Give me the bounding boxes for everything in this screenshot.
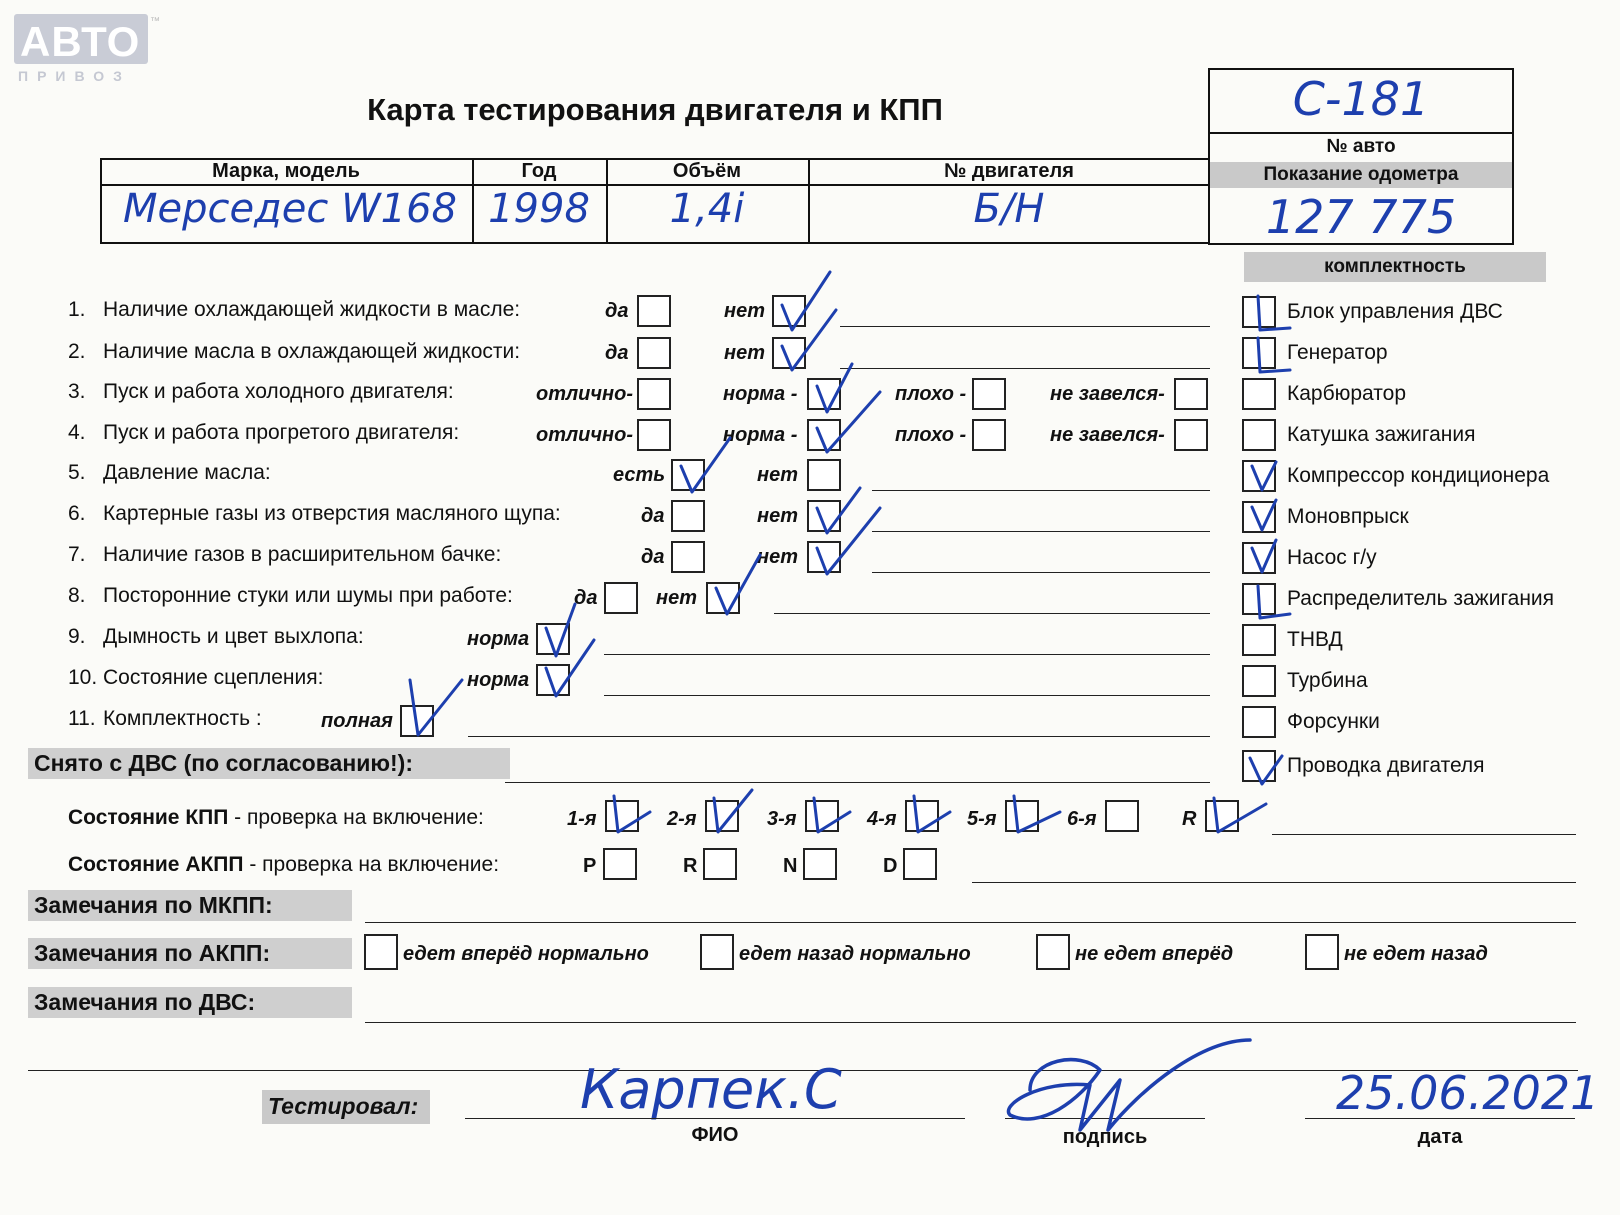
check-row-4-opt-excellent: отлично-: [536, 424, 634, 446]
check-row-10-normal-checkbox[interactable]: [536, 664, 570, 696]
check-row-9-opt-normal: норма: [467, 628, 530, 650]
completeness-item-11: Форсунки: [1287, 710, 1380, 733]
completeness-checkbox-8[interactable]: [1242, 583, 1276, 615]
completeness-item-4: Катушка зажигания: [1287, 423, 1476, 446]
check-row-1-label: Наличие охлаждающей жидкости в масле:: [103, 298, 521, 321]
completeness-item-8: Распределитель зажигания: [1287, 587, 1555, 610]
completeness-checkbox-2[interactable]: [1242, 337, 1276, 369]
akpp-backward-normal-label: едет назад нормально: [739, 943, 971, 965]
completeness-item-1: Блок управления ДВС: [1287, 300, 1503, 323]
check-row-10-opt-normal: норма: [467, 669, 530, 691]
check-row-9-num: 9.: [68, 625, 86, 648]
check-row-4-opt-bad: плохо -: [895, 424, 967, 446]
kpp-gear-6-checkbox[interactable]: [1105, 800, 1139, 832]
completeness-checkbox-6[interactable]: [1242, 501, 1276, 533]
check-row-3-opt-normal: норма -: [723, 383, 798, 405]
odometer-value: 127 775: [1265, 190, 1457, 244]
fio-line: [465, 1118, 965, 1119]
akpp-label-bold: Состояние АКПП: [68, 853, 244, 876]
check-row-3-num: 3.: [68, 380, 86, 403]
date-value: 25.06.2021: [1336, 1066, 1600, 1120]
akpp-gear-p-label: P: [583, 855, 597, 877]
completeness-checkbox-12[interactable]: [1242, 750, 1276, 782]
header-col-year: Год: [521, 160, 557, 182]
check-row-8-num: 8.: [68, 584, 86, 607]
model-value: Мерседес W168: [123, 186, 457, 232]
logo-tm: ™: [150, 16, 160, 27]
check-row-8-no-checkbox[interactable]: [706, 582, 740, 614]
check-row-7-yes-checkbox[interactable]: [671, 541, 705, 573]
check-row-4-normal-checkbox[interactable]: [807, 419, 841, 451]
date-line: [1305, 1118, 1575, 1119]
check-row-2-opt-no: нет: [724, 342, 765, 364]
kpp-label-rest: - проверка на включение:: [228, 806, 484, 829]
check-row-3-label: Пуск и работа холодного двигателя:: [103, 380, 454, 403]
date-label: дата: [1417, 1126, 1463, 1148]
completeness-checkbox-4[interactable]: [1242, 419, 1276, 451]
kpp-gear-6-label: 6-я: [1067, 808, 1097, 830]
completeness-checkbox-10[interactable]: [1242, 665, 1276, 697]
logo-sub-text: ПРИВОЗ: [18, 68, 131, 84]
akpp-line: [972, 882, 1576, 883]
check-row-11-num: 11.: [68, 707, 96, 730]
akpp-no-forward-label: не едет вперёд: [1075, 943, 1234, 965]
check-row-2-no-checkbox[interactable]: [772, 337, 806, 369]
check-row-6-no-checkbox[interactable]: [807, 500, 841, 532]
check-row-11-line: [468, 736, 1210, 737]
akpp-forward-normal-label: едет вперёд нормально: [403, 943, 649, 965]
check-row-1-yes-checkbox[interactable]: [637, 295, 671, 327]
check-row-2-line: [840, 368, 1210, 369]
check-row-5-yes-checkbox[interactable]: [671, 459, 705, 491]
check-row-4-opt-normal: норма -: [723, 424, 798, 446]
kpp-gear-r-checkbox[interactable]: [1205, 800, 1239, 832]
akpp-gear-r-checkbox[interactable]: [703, 848, 737, 880]
check-row-6-yes-checkbox[interactable]: [671, 500, 705, 532]
check-row-7-opt-no: нет: [757, 546, 798, 568]
akpp-gear-d-label: D: [883, 855, 898, 877]
kpp-gear-3-checkbox[interactable]: [805, 800, 839, 832]
check-row-1-num: 1.: [68, 298, 86, 321]
completeness-item-5: Компрессор кондиционера: [1287, 464, 1550, 487]
akpp-no-forward-checkbox[interactable]: [1036, 934, 1070, 970]
check-row-2-num: 2.: [68, 340, 86, 363]
auto-number-value: C-181: [1292, 72, 1430, 126]
year-value: 1998: [488, 186, 590, 232]
akpp-forward-normal-checkbox[interactable]: [364, 934, 398, 970]
akpp-label: [68, 853, 499, 877]
remarks-dvs-line: [365, 1022, 1576, 1023]
check-row-4-excellent-checkbox[interactable]: [637, 419, 671, 451]
check-row-3-normal-checkbox[interactable]: [807, 378, 841, 410]
check-row-5-no-checkbox[interactable]: [807, 459, 841, 491]
akpp-gear-n-label: N: [783, 855, 798, 877]
kpp-gear-1-checkbox[interactable]: [605, 800, 639, 832]
header-col-volume: Объём: [672, 160, 742, 182]
completeness-item-10: Турбина: [1287, 669, 1368, 692]
remarks-dvs-label: Замечания по ДВС:: [28, 987, 352, 1018]
check-row-6-line: [872, 531, 1210, 532]
check-row-6-opt-yes: да: [641, 505, 665, 527]
akpp-gear-r-label: R: [683, 855, 698, 877]
logo-main-text: АВТО: [20, 18, 141, 65]
completeness-item-6: Моновпрыск: [1287, 505, 1409, 528]
check-row-11-opt-full: полная: [321, 710, 393, 732]
kpp-gear-1-label: 1-я: [567, 808, 597, 830]
header-col-engine-no: № двигателя: [944, 160, 1074, 182]
check-row-7-opt-yes: да: [641, 546, 665, 568]
check-row-5-opt-yes: есть: [613, 464, 666, 486]
logo: [14, 14, 160, 84]
check-row-1-opt-yes: да: [605, 300, 629, 322]
kpp-gear-2-label: 2-я: [667, 808, 697, 830]
kpp-gear-2-checkbox[interactable]: [705, 800, 739, 832]
header-col-model: Марка, модель: [212, 160, 360, 182]
akpp-no-backward-checkbox[interactable]: [1305, 934, 1339, 970]
completeness-item-12: Проводка двигателя: [1287, 754, 1485, 777]
kpp-gear-4-label: 4-я: [867, 808, 897, 830]
volume-value: 1,4i: [669, 186, 745, 232]
check-row-9-label: Дымность и цвет выхлопа:: [103, 625, 364, 648]
check-row-7-num: 7.: [68, 543, 86, 566]
check-row-4-num: 4.: [68, 421, 86, 444]
check-row-10-line: [604, 695, 1210, 696]
check-row-9-line: [604, 654, 1210, 655]
engine-no-value: Б/Н: [973, 186, 1045, 232]
check-row-7-line: [872, 572, 1210, 573]
check-row-2-opt-yes: да: [605, 342, 629, 364]
auto-info-divider: [1208, 132, 1514, 134]
completeness-checkbox-7[interactable]: [1242, 542, 1276, 574]
check-row-5-label: Давление масла:: [103, 461, 271, 484]
signature-scribble: [1008, 1040, 1250, 1130]
kpp-label-bold: Состояние КПП: [68, 806, 229, 829]
check-row-6-num: 6.: [68, 502, 86, 525]
check-row-6-label: Картерные газы из отверстия масляного щупа:: [103, 502, 561, 525]
auto-number-label: № авто: [1326, 136, 1396, 157]
tested-label: Тестировал:: [268, 1093, 419, 1119]
fio-label: ФИО: [691, 1124, 739, 1146]
odometer-label: Показание одометра: [1210, 162, 1512, 188]
akpp-gear-d-checkbox[interactable]: [903, 848, 937, 880]
check-row-3-bad-checkbox[interactable]: [972, 378, 1006, 410]
check-row-1-opt-no: нет: [724, 300, 765, 322]
completeness-checkbox-5[interactable]: [1242, 460, 1276, 492]
check-row-10-num: 10.: [68, 666, 98, 689]
check-row-8-line: [774, 613, 1210, 614]
check-row-4-opt-not-started: не завелся-: [1050, 424, 1165, 446]
check-row-8-label: Посторонние стуки или шумы при работе:: [103, 584, 513, 607]
completeness-checkbox-9[interactable]: [1242, 624, 1276, 656]
remarks-akpp-label: Замечания по АКПП:: [28, 938, 352, 969]
check-row-1-no-checkbox[interactable]: [772, 295, 806, 327]
check-row-3-opt-excellent: отлично-: [536, 383, 634, 405]
remarks-mkpp-line: [365, 922, 1576, 923]
check-row-8-yes-checkbox[interactable]: [604, 582, 638, 614]
removed-line: [505, 782, 1210, 783]
check-row-8-opt-yes: да: [574, 587, 598, 609]
check-row-4-bad-checkbox[interactable]: [972, 419, 1006, 451]
tester-name-value: Карпек.С: [580, 1058, 842, 1121]
check-row-7-no-checkbox[interactable]: [807, 541, 841, 573]
akpp-label-rest: - проверка на включение:: [243, 853, 500, 876]
check-row-2-yes-checkbox[interactable]: [637, 337, 671, 369]
check-row-11-full-checkbox[interactable]: [400, 705, 434, 737]
check-row-2-label: Наличие масла в охлаждающей жидкости:: [103, 340, 521, 363]
akpp-no-backward-label: не едет назад: [1344, 943, 1488, 965]
check-row-5-num: 5.: [68, 461, 86, 484]
kpp-gear-4-checkbox[interactable]: [905, 800, 939, 832]
completeness-item-7: Насос г/у: [1287, 546, 1377, 569]
akpp-gear-p-checkbox[interactable]: [603, 848, 637, 880]
removed-label: Снято с ДВС (по согласованию!):: [28, 748, 510, 779]
kpp-line: [1272, 834, 1576, 835]
check-row-4-not-started-checkbox[interactable]: [1174, 419, 1208, 451]
completeness-item-2: Генератор: [1287, 341, 1388, 364]
check-row-10-label: Состояние сцепления:: [103, 666, 324, 689]
kpp-gear-5-checkbox[interactable]: [1005, 800, 1039, 832]
signature-label: подпись: [1062, 1126, 1148, 1148]
check-row-3-opt-not-started: не завелся-: [1050, 383, 1165, 405]
signature-line: [1005, 1118, 1205, 1119]
completeness-checkbox-1[interactable]: [1242, 296, 1276, 328]
check-row-7-label: Наличие газов в расширительном бачке:: [103, 543, 502, 566]
akpp-backward-normal-checkbox[interactable]: [700, 934, 734, 970]
completeness-item-3: Карбюратор: [1287, 382, 1407, 405]
kpp-gear-5-label: 5-я: [967, 808, 997, 830]
check-row-4-label: Пуск и работа прогретого двигателя:: [103, 421, 460, 444]
check-row-8-opt-no: нет: [656, 587, 697, 609]
check-row-3-opt-bad: плохо -: [895, 383, 967, 405]
check-row-5-opt-no: нет: [757, 464, 798, 486]
completeness-checkbox-3[interactable]: [1242, 378, 1276, 410]
remarks-mkpp-label: Замечания по МКПП:: [28, 890, 352, 921]
check-row-9-normal-checkbox[interactable]: [536, 623, 570, 655]
completeness-checkbox-11[interactable]: [1242, 706, 1276, 738]
check-row-1-line: [840, 326, 1210, 327]
akpp-gear-n-checkbox[interactable]: [803, 848, 837, 880]
check-row-5-line: [872, 490, 1210, 491]
page-title: Карта тестирования двигателя и КПП: [367, 92, 943, 127]
check-row-3-not-started-checkbox[interactable]: [1174, 378, 1208, 410]
completeness-title: комплектность: [1324, 256, 1466, 277]
check-row-6-opt-no: нет: [757, 505, 798, 527]
kpp-gear-3-label: 3-я: [767, 808, 797, 830]
check-row-11-label: Комплектность :: [103, 707, 262, 730]
kpp-label: [68, 806, 484, 830]
kpp-gear-r-label: R: [1182, 808, 1197, 830]
check-row-3-excellent-checkbox[interactable]: [637, 378, 671, 410]
completeness-item-9: ТНВД: [1287, 628, 1343, 651]
